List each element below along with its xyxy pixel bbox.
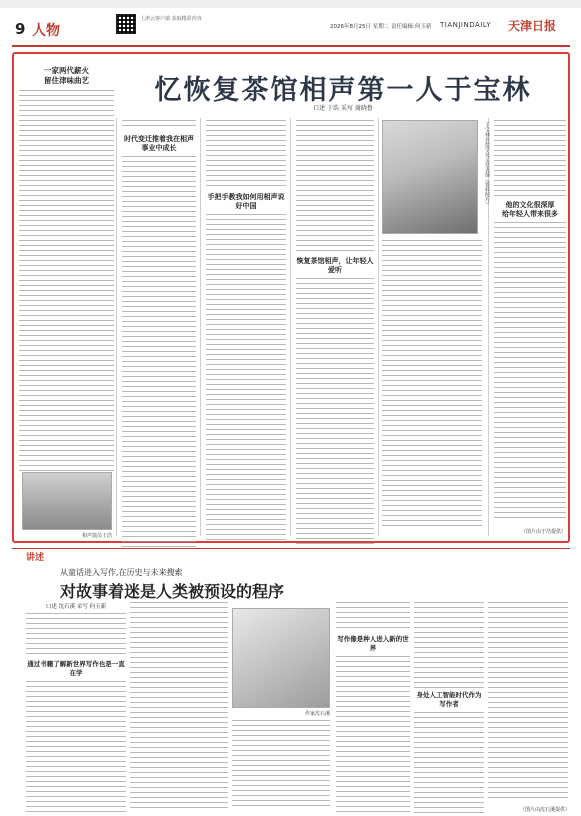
body-text (494, 120, 566, 196)
subhead-4: 他的文化很深厚 给年轻人带来很多 (502, 200, 558, 218)
lower-photo-caption: 作家沈石溪 (304, 711, 330, 717)
page-number: 9 (15, 20, 26, 38)
feature-end-note: （图片由于浩提供） (520, 529, 566, 535)
body-text (414, 712, 484, 816)
body-text (130, 602, 228, 810)
paper-name: TIANJINDAILY (440, 21, 492, 29)
side-column (19, 66, 114, 534)
body-text (336, 602, 410, 632)
subhead-1: 时代变迁推着我在相声事业中成长 (124, 134, 194, 152)
side-photo-caption: 相声演员于浩 (81, 533, 112, 539)
feature-column-4 (382, 240, 482, 530)
column-rule (200, 118, 201, 536)
feature-photo-caption: 于宝林在给学员示范表演（资料照片） (484, 122, 490, 207)
header-rule (12, 45, 570, 47)
lower-byline: 口述 沈石溪 采写 何玉新 (45, 604, 107, 610)
body-text (382, 240, 482, 530)
subhead-2: 手把手教我如何用相声说好中国 (207, 192, 285, 210)
body-text (122, 156, 196, 548)
side-photo (22, 472, 112, 530)
masthead (0, 14, 581, 44)
lower-column-6 (488, 602, 568, 802)
qr-text: 上津云客户端 获取精彩内容 (140, 16, 202, 22)
feature-headline: 忆恢复茶馆相声第一人于宝林 (154, 75, 532, 106)
body-text (414, 602, 484, 688)
lower-subhead-1: 通过书籍了解新世界写作也是一直在学 (27, 660, 125, 677)
lower-rule (12, 548, 570, 549)
body-text (296, 120, 374, 252)
top-strip (0, 0, 581, 8)
lower-column-2 (130, 602, 228, 810)
lower-photo (232, 608, 330, 708)
body-text (26, 613, 126, 657)
section-label: 人物 (32, 23, 60, 39)
body-text (206, 214, 286, 544)
lower-column-4 (336, 602, 410, 816)
body-text (232, 720, 330, 810)
feature-column-1 (122, 120, 196, 548)
body-text (206, 120, 286, 188)
paper-logo: 天津日报 (508, 19, 557, 33)
side-body-text (19, 90, 114, 475)
lower-column-1 (26, 602, 126, 816)
column-rule (290, 118, 291, 536)
lower-end-note: （图片由沈石溪提供） (519, 807, 570, 813)
lower-column-3 (232, 720, 330, 810)
lower-kicker: 从童话进入写作,在历史与未来搜索 (60, 568, 183, 577)
feature-byline: 口述 于浩 采写 谢晓鲁 (313, 105, 373, 112)
body-text (494, 222, 566, 522)
lower-section-label: 讲述 (26, 553, 45, 563)
side-title: 一家两代薪火 留住津味曲艺 (44, 66, 89, 85)
feature-column-2 (206, 120, 286, 544)
body-text (26, 681, 126, 816)
body-text (488, 602, 568, 802)
body-text (336, 656, 410, 816)
lower-subhead-3: 身处人工智能时代作为写作者 (416, 691, 482, 708)
feature-column-3 (296, 120, 374, 546)
feature-column-5 (494, 120, 566, 522)
column-rule (116, 118, 117, 536)
lower-subhead-2: 写作像是种人进入新的世界 (337, 635, 409, 652)
body-text (122, 120, 196, 130)
column-rule (378, 118, 379, 536)
lower-headline: 对故事着迷是人类被预设的程序 (60, 582, 285, 601)
feature-photo (382, 120, 478, 234)
body-text (296, 278, 374, 546)
subhead-3: 恢复茶馆相声，让年轻人爱听 (296, 256, 374, 274)
lower-column-5 (414, 602, 484, 816)
qr-code-icon[interactable] (116, 14, 136, 34)
date-line: 2026年8月25日 星期二 责任编辑:何玉新 (330, 24, 432, 30)
